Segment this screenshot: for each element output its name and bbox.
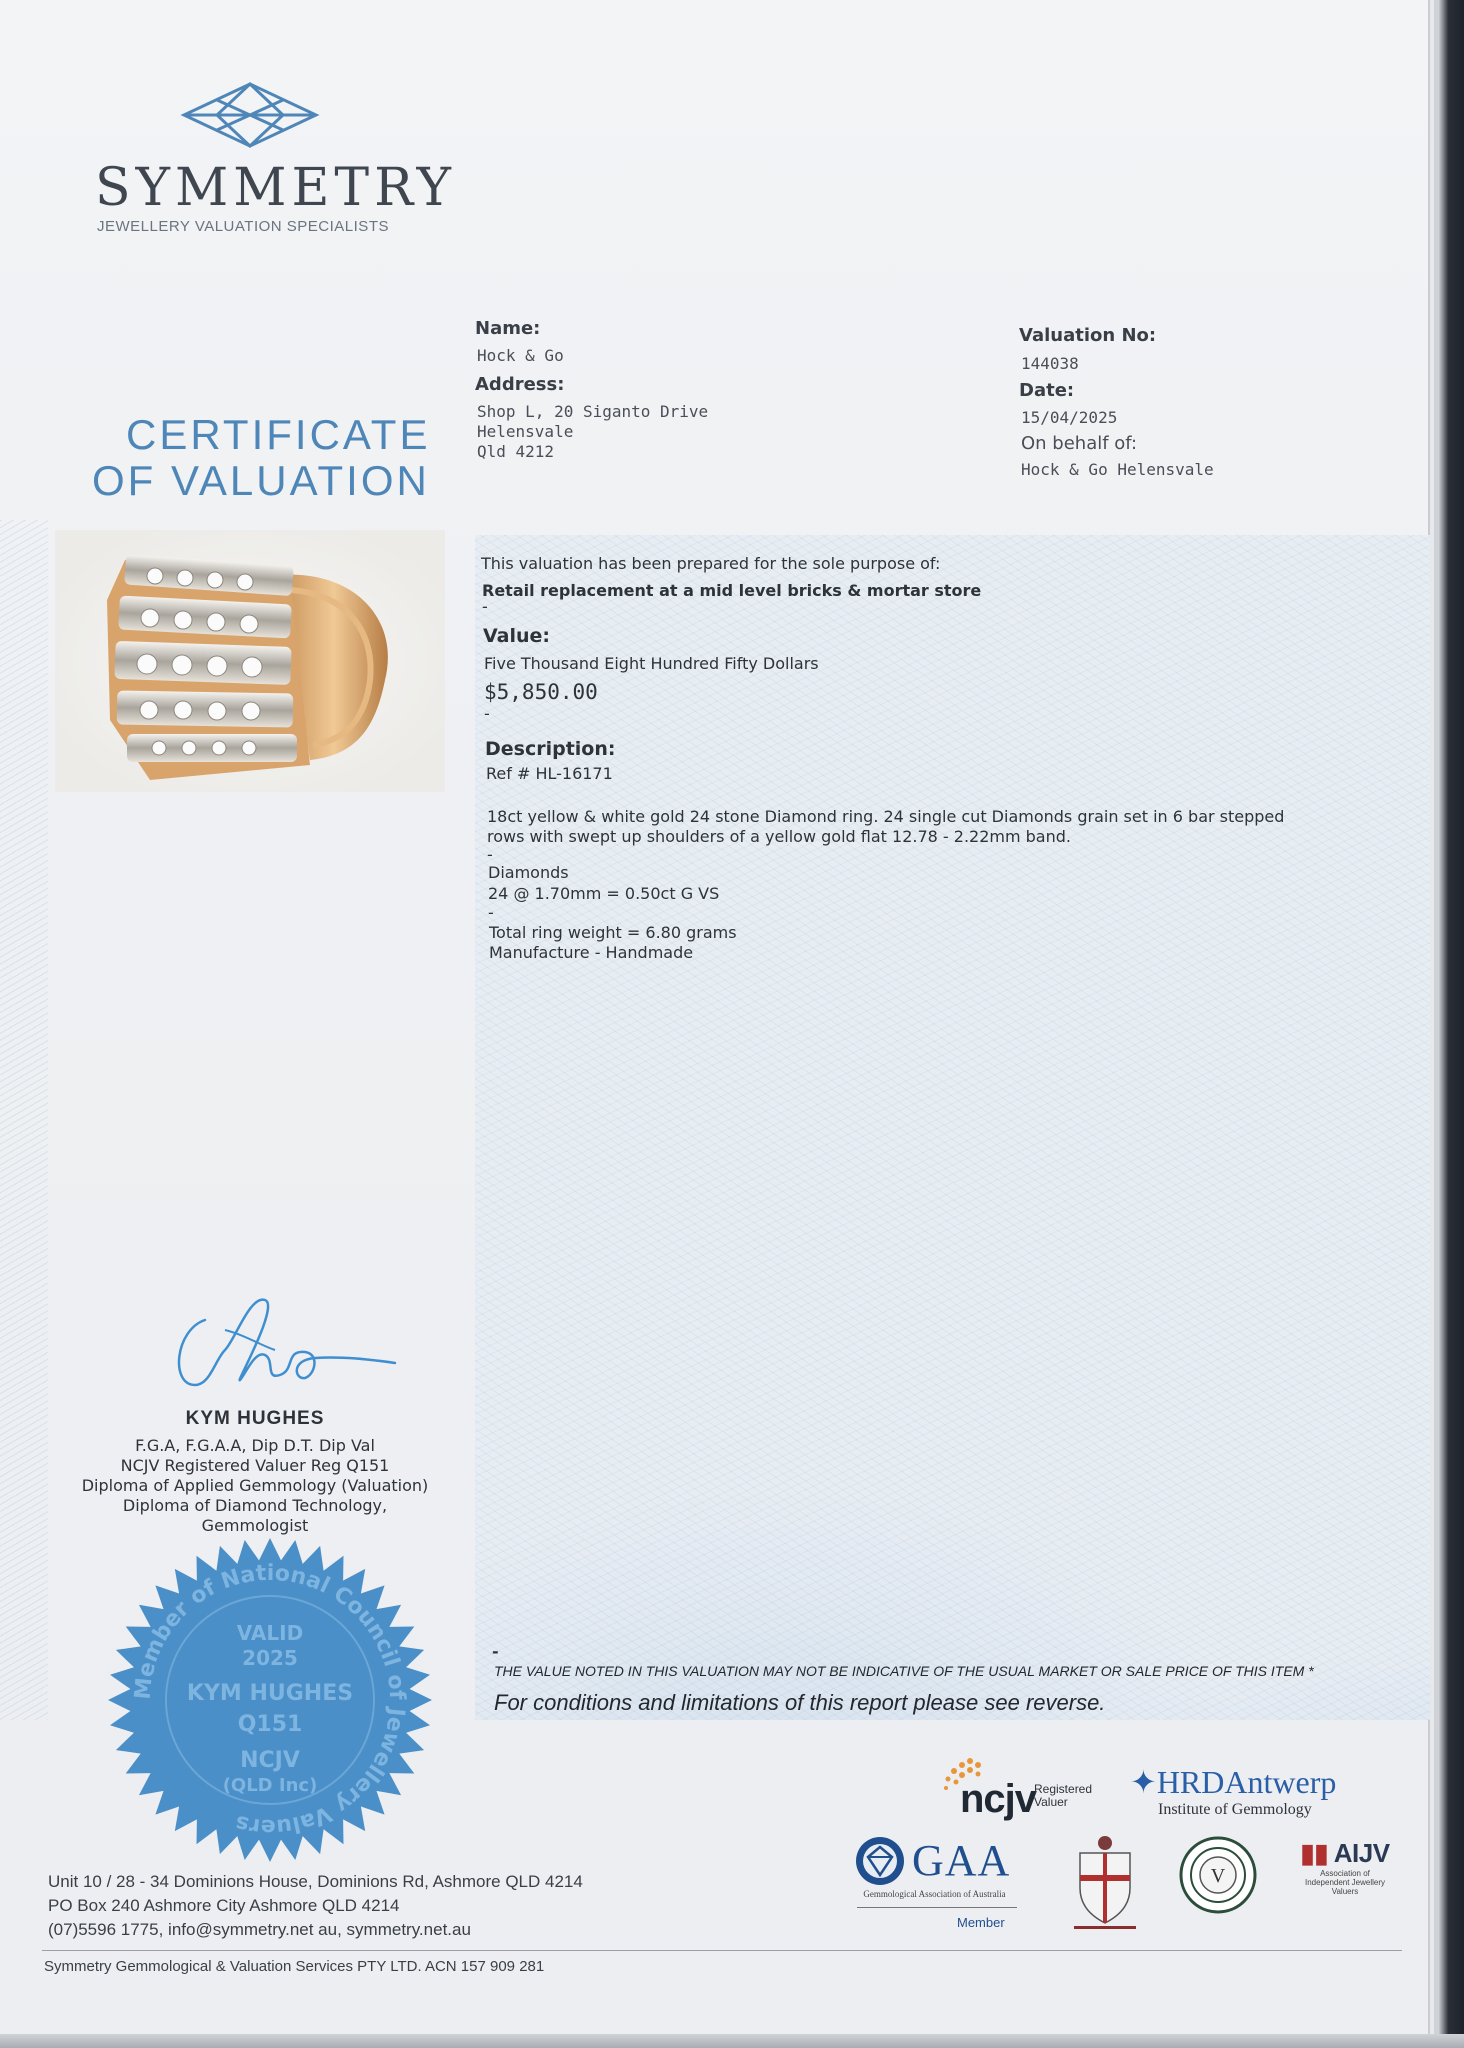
separator: - xyxy=(488,903,494,922)
valuation-body-panel xyxy=(475,535,1430,1720)
ncjv-subtitle: Registered Valuer xyxy=(1034,1782,1093,1809)
gaa-name: GAA xyxy=(912,1836,1011,1885)
footer-divider xyxy=(42,1950,1402,1951)
svg-text:V: V xyxy=(1210,1865,1226,1887)
aijv-subtitle: Association of Independent Jewellery Valuers xyxy=(1304,1869,1386,1896)
ncjv-seal-icon xyxy=(105,1535,435,1865)
seal-valid: VALID xyxy=(236,1621,304,1645)
seal-ring-text: Member of National Council of Jewellery Valuers xyxy=(130,1560,410,1840)
name-label: Name: xyxy=(475,318,541,339)
valuation-number: 144038 xyxy=(1021,354,1079,373)
valuer-seal-icon xyxy=(1178,1835,1258,1915)
separator: - xyxy=(482,597,488,616)
address-line-3: Qld 4212 xyxy=(477,442,555,461)
hrd-subtitle: Institute of Gemmology xyxy=(1158,1801,1312,1818)
gaa-member: Member xyxy=(957,1915,1005,1930)
description-line-2: rows with swept up shoulders of a yellow gold flat 12.78 - 2.22mm band. xyxy=(487,827,1071,846)
signer-qualifications: F.G.A, F.G.A.A, Dip D.T. Dip Val xyxy=(135,1436,375,1455)
hrd-name: ✦HRDAntwerp xyxy=(1130,1764,1337,1800)
gemmological-crest-icon xyxy=(1070,1833,1140,1933)
ncjv-name: ncjv xyxy=(960,1777,1037,1821)
star-icon: ✦ xyxy=(1130,1764,1157,1800)
value-amount: $5,850.00 xyxy=(484,680,598,704)
description-label: Description: xyxy=(485,738,616,760)
signature-icon xyxy=(165,1290,405,1400)
ring-photo xyxy=(55,530,445,792)
watermark-strip xyxy=(0,520,48,1720)
brand-tagline: JEWELLERY VALUATION SPECIALISTS xyxy=(97,218,389,235)
signer-registration: NCJV Registered Valuer Reg Q151 xyxy=(120,1456,390,1475)
gaa-divider xyxy=(857,1907,1017,1908)
seal-number: Q151 xyxy=(237,1712,303,1737)
signer-name: KYM HUGHES xyxy=(185,1408,325,1429)
purpose-text: Retail replacement at a mid level bricks & mortar store xyxy=(482,581,982,600)
gaa-subtitle: Gemmological Association of Australia xyxy=(863,1889,1006,1899)
description-line-1: 18ct yellow & white gold 24 stone Diamond ring. 24 single cut Diamonds grain set in 6 bar stepped xyxy=(487,807,1285,826)
separator: - xyxy=(484,704,490,723)
footer-address xyxy=(48,1870,583,1942)
signer-role: Gemmologist xyxy=(201,1516,309,1535)
reference-number: Ref # HL-16171 xyxy=(486,764,613,783)
address-line-1: Shop L, 20 Siganto Drive xyxy=(477,402,709,421)
address-label: Address: xyxy=(475,374,565,395)
diamonds-spec: 24 @ 1.70mm = 0.50ct G VS xyxy=(488,884,720,903)
diamond-logo-icon xyxy=(180,80,320,150)
purpose-intro: This valuation has been prepared for the sole purpose of: xyxy=(481,554,941,573)
aijv-logo xyxy=(1300,1838,1390,1896)
seal-year: 2025 xyxy=(242,1646,298,1670)
behalf-value: Hock & Go Helensvale xyxy=(1021,460,1214,479)
title-line-1: CERTIFICATE xyxy=(126,411,431,458)
separator: - xyxy=(492,1642,499,1661)
seal-holder: KYM HUGHES xyxy=(186,1681,354,1706)
conditions-note: For conditions and limitations of this report please see reverse. xyxy=(494,1690,1106,1715)
aijv-mark-icon: ▮▮ xyxy=(1300,1838,1329,1868)
seal-org: NCJV xyxy=(240,1748,300,1773)
ring-image-icon xyxy=(55,530,445,792)
behalf-label: On behalf of: xyxy=(1021,433,1138,454)
value-disclaimer: THE VALUE NOTED IN THIS VALUATION MAY NOT BE INDICATIVE OF THE USUAL MARKET OR SALE PRICE OF THIS ITEM * xyxy=(494,1663,1314,1679)
date-label: Date: xyxy=(1019,380,1075,401)
separator: - xyxy=(487,845,493,864)
title-line-2: OF VALUATION xyxy=(92,457,430,504)
brand-name: SYMMETRY xyxy=(95,158,456,218)
client-name: Hock & Go xyxy=(477,346,564,365)
value-label: Value: xyxy=(483,625,551,647)
valuation-date: 15/04/2025 xyxy=(1021,408,1118,427)
contact-line: (07)5596 1775, info@symmetry.net au, symmetry.net.au xyxy=(48,1920,471,1939)
certificate-title xyxy=(92,412,432,504)
diamonds-label: Diamonds xyxy=(488,863,569,882)
gaa-emblem-icon xyxy=(854,1835,906,1887)
signer-diploma-2: Diploma of Diamond Technology, xyxy=(122,1496,388,1515)
manufacture: Manufacture - Handmade xyxy=(489,943,694,962)
company-legal-name: Symmetry Gemmological & Valuation Services PTY LTD. ACN 157 909 281 xyxy=(44,1958,545,1975)
seal-state: (QLD Inc) xyxy=(222,1775,318,1796)
signer-block xyxy=(60,1408,450,1536)
address-line-2: Helensvale xyxy=(477,422,574,441)
total-weight: Total ring weight = 6.80 grams xyxy=(489,923,737,942)
value-words: Five Thousand Eight Hundred Fifty Dollars xyxy=(484,654,819,673)
hrd-logo xyxy=(1130,1763,1336,1819)
valuation-number-label: Valuation No: xyxy=(1019,325,1157,346)
aijv-name: ▮▮ AIJV xyxy=(1300,1838,1390,1868)
page-bottom-edge xyxy=(0,2034,1464,2048)
po-box-line: PO Box 240 Ashmore City Ashmore QLD 4214 xyxy=(48,1896,400,1915)
page-stack-edge xyxy=(1438,0,1464,2048)
address-line: Unit 10 / 28 - 34 Dominions House, Dominions Rd, Ashmore QLD 4214 xyxy=(48,1872,583,1891)
signer-diploma-1: Diploma of Applied Gemmology (Valuation) xyxy=(81,1476,429,1495)
